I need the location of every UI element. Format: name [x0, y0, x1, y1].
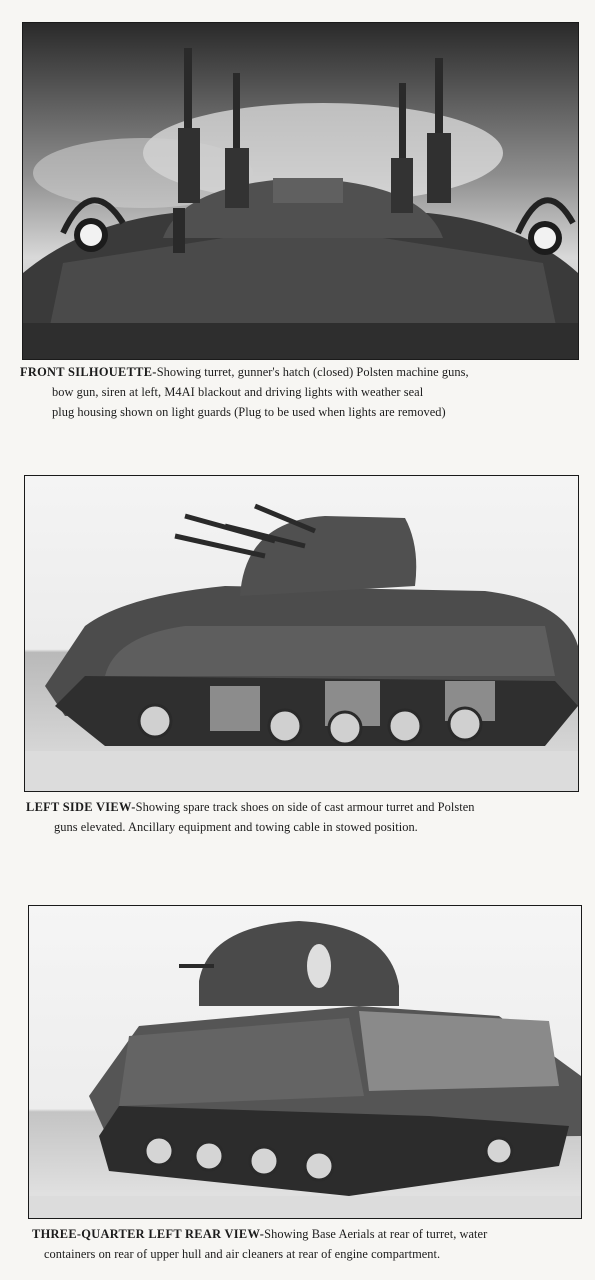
- three-quarter-rear-caption: [32, 1224, 592, 1264]
- caption-label: LEFT SIDE VIEW-: [26, 800, 136, 814]
- caption-text: bow gun, siren at left, M4AI blackout and driving lights with weather seal: [52, 385, 424, 399]
- caption-text: Showing spare track shoes on side of cast armour turret and Polsten: [135, 800, 475, 814]
- left-side-view-caption: [26, 797, 586, 837]
- caption-text: guns elevated. Ancillary equipment and towing cable in stowed position.: [54, 820, 418, 834]
- caption-text: Showing Base Aerials at rear of turret, water: [264, 1227, 488, 1241]
- caption-text: Showing turret, gunner's hatch (closed) Polsten machine guns,: [156, 365, 469, 379]
- three-quarter-rear-photo: [28, 905, 582, 1219]
- caption-label: THREE-QUARTER LEFT REAR VIEW-: [32, 1227, 265, 1241]
- left-side-view-photo: [24, 475, 579, 792]
- front-silhouette-photo: [22, 22, 579, 360]
- front-silhouette-caption: [20, 362, 580, 422]
- caption-label: FRONT SILHOUETTE-: [20, 365, 157, 379]
- caption-text: containers on rear of upper hull and air cleaners at rear of engine compartment.: [44, 1247, 441, 1261]
- caption-text: plug housing shown on light guards (Plug to be used when lights are removed): [52, 405, 446, 419]
